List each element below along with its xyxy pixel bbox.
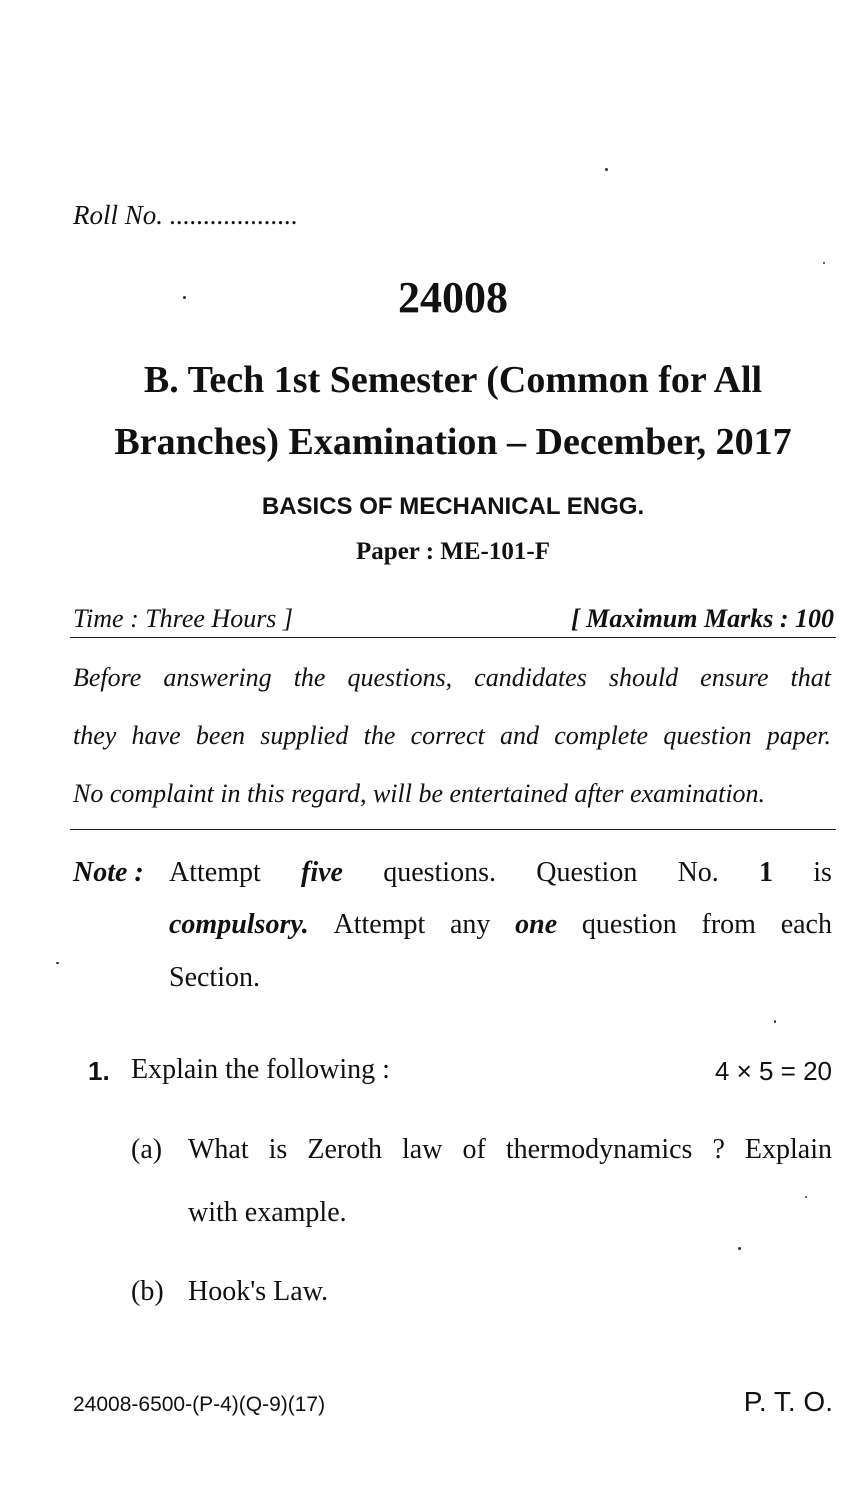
note-word: question	[581, 909, 677, 940]
subquestion-word: ?	[712, 1134, 725, 1165]
question-1-marks: 4 × 5 = 20	[714, 1056, 832, 1086]
note-line1	[169, 857, 832, 889]
footer-paper-code: 24008-6500-(P-4)(Q-9)(17)	[73, 1393, 326, 1416]
subquestion-b-label: (b)	[131, 1276, 164, 1307]
subquestion-word: Zeroth	[307, 1134, 382, 1165]
note-word: from	[701, 909, 756, 940]
subject-title: BASICS OF MECHANICAL ENGG.	[261, 493, 645, 520]
note-word: questions.	[383, 857, 496, 888]
subquestion-word: is	[268, 1134, 288, 1165]
note-label: Note :	[73, 857, 144, 888]
note-line2	[169, 909, 832, 941]
time-allowed: Time : Three Hours ]	[73, 604, 294, 633]
subquestion-word: thermodynamics	[505, 1134, 693, 1165]
subquestion-word: What	[188, 1134, 249, 1165]
subquestion-a-line2: with example.	[188, 1197, 347, 1228]
subquestion-b-text: Hook's Law.	[188, 1276, 329, 1307]
scan-speck	[805, 1196, 807, 1198]
note-emphasis-one: one	[515, 909, 558, 940]
note-word: Attempt	[333, 909, 426, 940]
scan-speck	[183, 296, 186, 299]
subquestion-a-label: (a)	[131, 1134, 163, 1165]
scan-speck	[774, 1020, 776, 1023]
note-word: Attempt	[169, 857, 261, 888]
question-1-text: Explain the following :	[131, 1054, 390, 1085]
note-word: any	[449, 909, 491, 940]
note-word: is	[813, 857, 832, 888]
subquestion-word: Explain	[744, 1134, 832, 1165]
note-word: No.	[677, 857, 719, 888]
instruction-line2: they have been supplied the correct and complete question paper.	[73, 721, 831, 750]
paper-id: Paper : ME-101-F	[356, 538, 550, 565]
scan-speck	[738, 1247, 741, 1250]
scan-speck	[605, 168, 608, 171]
divider-bottom	[70, 829, 836, 830]
question-1-number: 1.	[88, 1056, 110, 1086]
divider-top	[70, 637, 836, 638]
subquestion-a-line1	[188, 1134, 832, 1166]
exam-title-line1: B. Tech 1st Semester (Common for All	[143, 359, 763, 401]
paper-code: 24008	[398, 273, 508, 322]
instruction-line3: No complaint in this regard, will be entertained after examination.	[73, 779, 766, 808]
roll-number: Roll No. ...................	[73, 200, 299, 230]
scan-speck	[56, 962, 59, 964]
note-emphasis-five: five	[301, 857, 343, 888]
exam-title-line2: Branches) Examination – December, 2017	[114, 421, 792, 463]
note-line3: Section.	[169, 962, 260, 993]
note-word: each	[780, 909, 832, 940]
scan-speck	[823, 262, 825, 264]
note-question-number: 1	[759, 857, 774, 888]
note-word: Question	[536, 857, 638, 888]
note-emphasis-compulsory: compulsory.	[169, 909, 309, 940]
please-turn-over: P. T. O.	[743, 1386, 833, 1417]
maximum-marks: [ Maximum Marks : 100	[571, 604, 834, 633]
instruction-line1: Before answering the questions, candidates should ensure that	[73, 663, 831, 692]
subquestion-word: of	[462, 1134, 486, 1165]
subquestion-word: law	[402, 1134, 443, 1165]
